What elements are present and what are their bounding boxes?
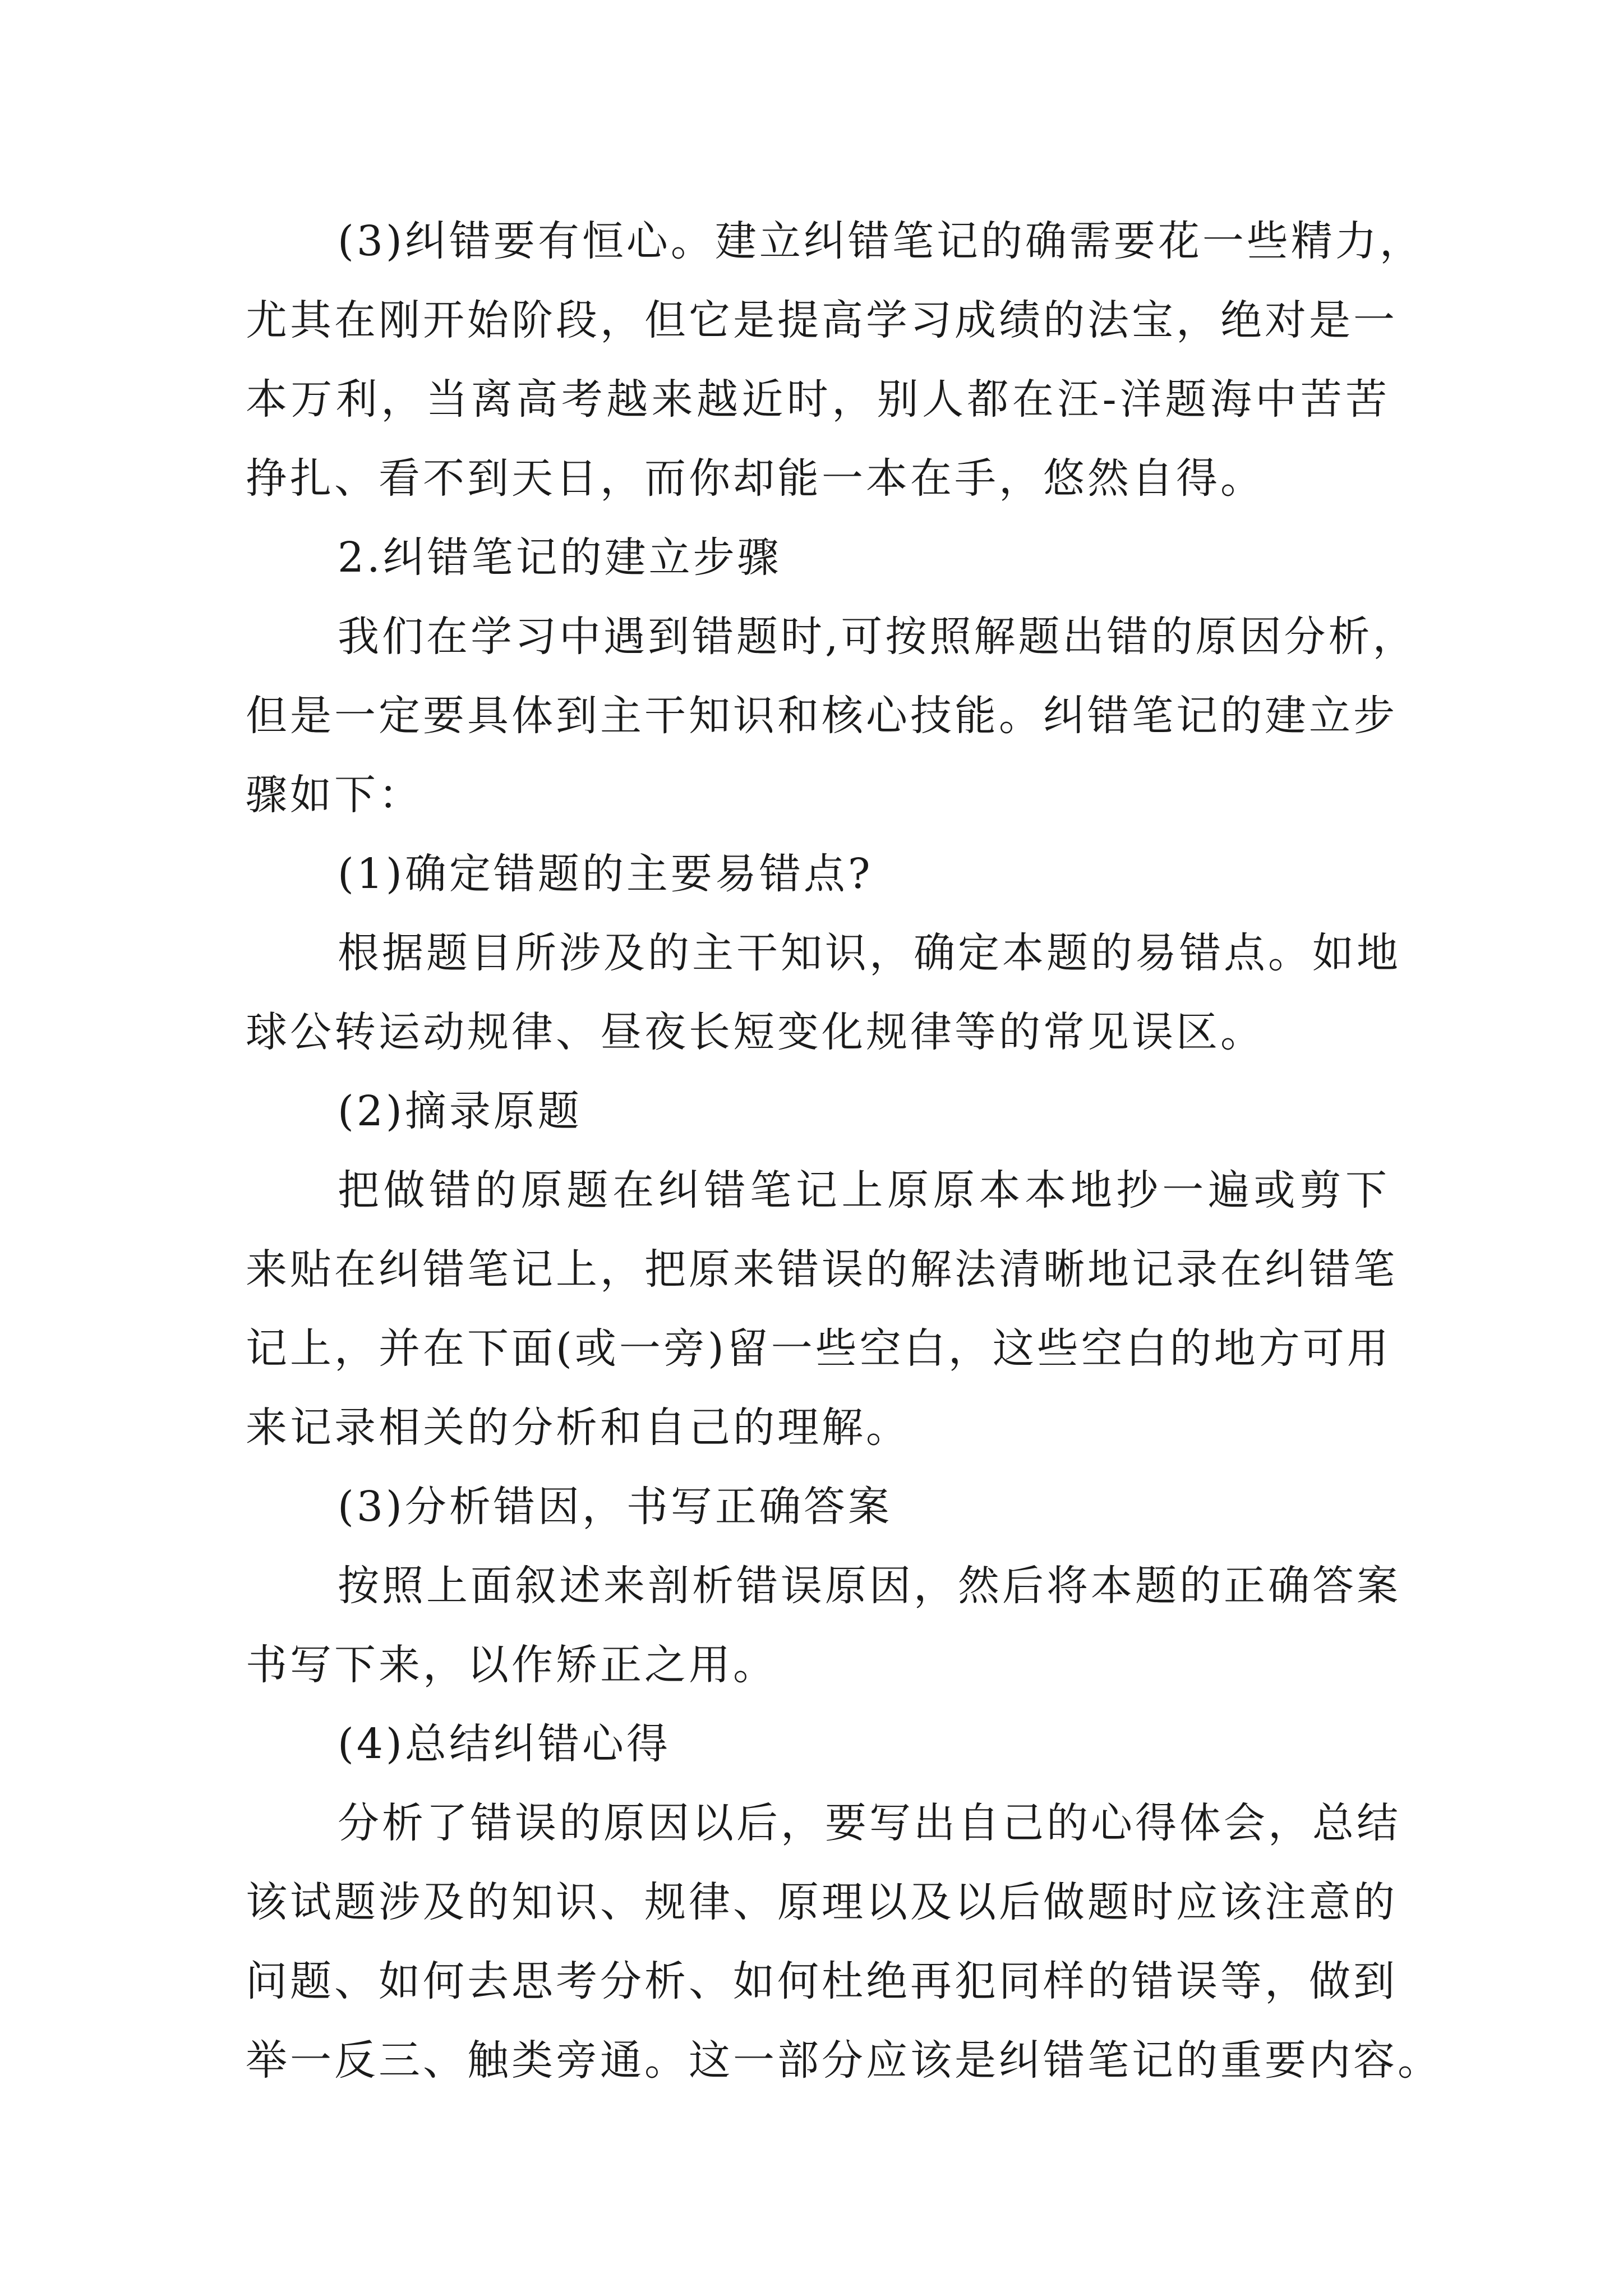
paragraph-line: 该试题涉及的知识、规律、原理以及以后做题时应该注意的 xyxy=(246,1878,1398,1926)
paragraph-line: 骤如下： xyxy=(246,771,423,819)
subheading: (4)总结纠错心得 xyxy=(338,1720,671,1768)
paragraph-line: (3)纠错要有恒心。建立纠错笔记的确需要花一些精力， xyxy=(338,217,1424,265)
paragraph-line: 本万利，当离高考越来越近时，别人都在汪-洋题海中苦苦 xyxy=(246,375,1390,424)
paragraph-line: 我们在学习中遇到错题时,可按照解题出错的原因分析， xyxy=(338,613,1417,661)
paragraph-line: 来记录相关的分析和自己的理解。 xyxy=(246,1404,910,1452)
paragraph-line: 记上，并在下面(或一旁)留一些空白，这些空白的地方可用 xyxy=(246,1324,1391,1373)
subheading: (3)分析错因，书写正确答案 xyxy=(338,1483,892,1531)
paragraph-line: 来贴在纠错笔记上，把原来错误的解法清晰地记录在纠错笔 xyxy=(246,1245,1398,1294)
subheading: (1)确定错题的主要易错点? xyxy=(338,850,873,898)
paragraph-line: 书写下来，以作矫正之用。 xyxy=(246,1641,777,1689)
section-heading: 2.纠错笔记的建立步骤 xyxy=(338,533,782,582)
paragraph-line: 问题、如何去思考分析、如何杜绝再犯同样的错误等，做到 xyxy=(246,1957,1398,2005)
paragraph-line: 挣扎、看不到天日，而你却能一本在手，悠然自得。 xyxy=(246,454,1265,503)
paragraph-line: 举一反三、触类旁通。这一部分应该是纠错笔记的重要内容。 xyxy=(246,2036,1442,2085)
paragraph-line: 根据题目所涉及的主干知识，确定本题的易错点。如地 xyxy=(338,929,1401,977)
paragraph-line: 但是一定要具体到主干知识和核心技能。纠错笔记的建立步 xyxy=(246,692,1398,740)
subheading: (2)摘录原题 xyxy=(338,1087,582,1135)
paragraph-line: 尤其在刚开始阶段，但它是提高学习成绩的法宝，绝对是一 xyxy=(246,296,1398,344)
document-body xyxy=(246,202,1442,2100)
paragraph-line: 球公转运动规律、昼夜长短变化规律等的常见误区。 xyxy=(246,1008,1265,1056)
paragraph-line: 分析了错误的原因以后，要写出自己的心得体会，总结 xyxy=(338,1799,1401,1847)
paragraph-line: 按照上面叙述来剖析错误原因，然后将本题的正确答案 xyxy=(338,1562,1401,1610)
paragraph-line: 把做错的原题在纠错笔记上原原本本地抄一遍或剪下 xyxy=(338,1166,1390,1214)
